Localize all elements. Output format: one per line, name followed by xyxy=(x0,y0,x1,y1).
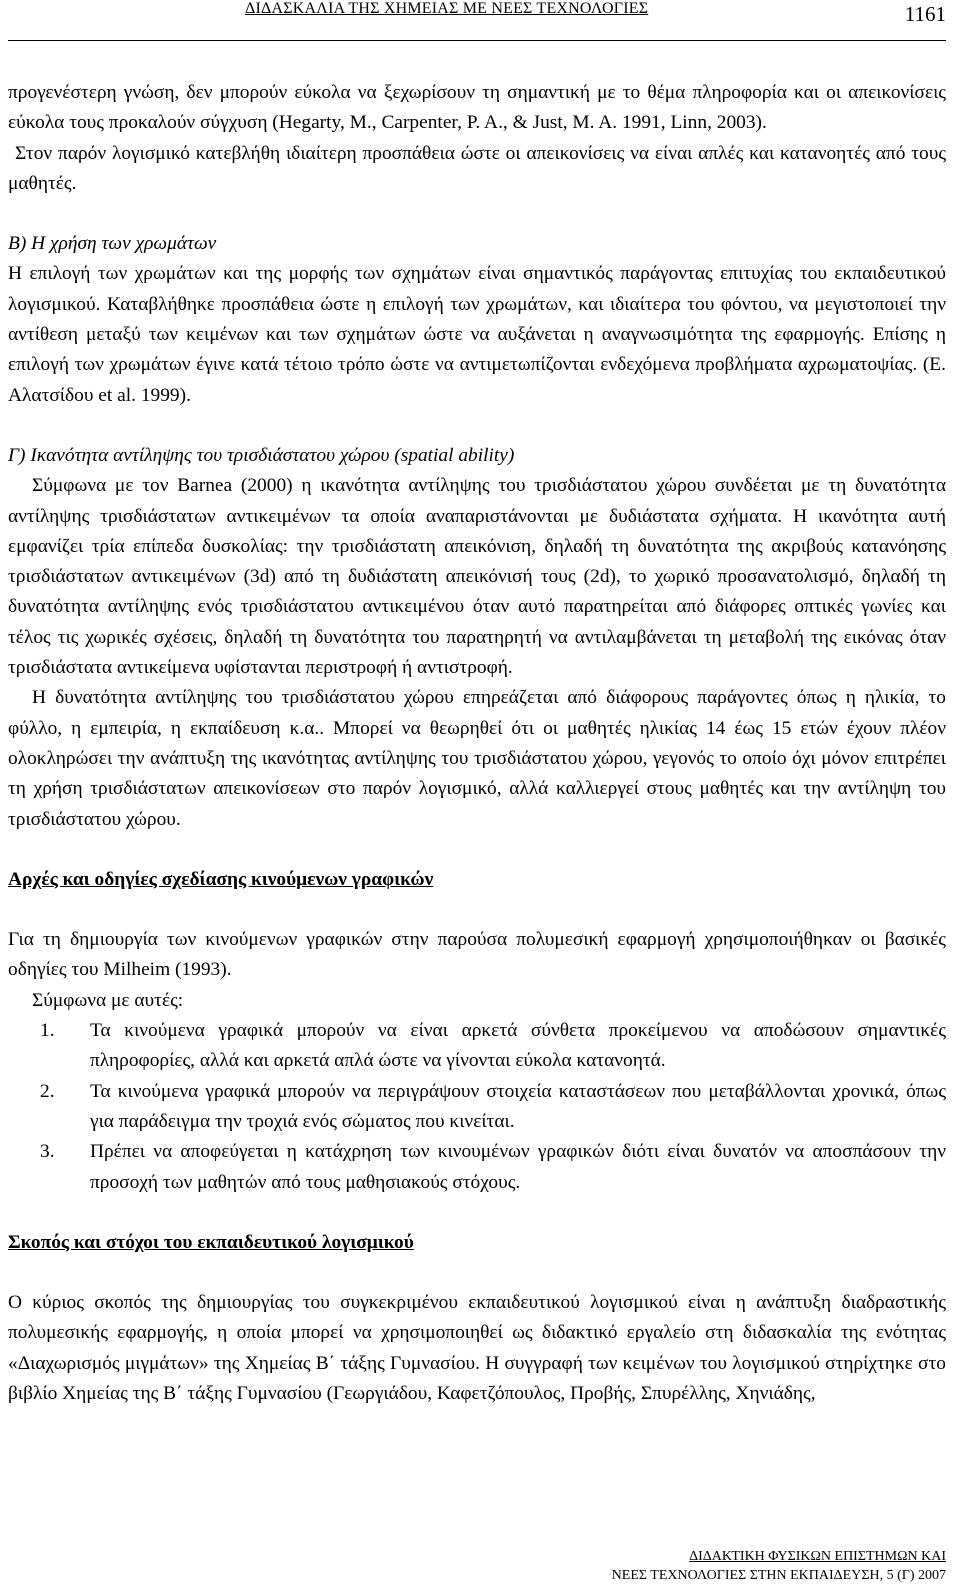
list-item xyxy=(8,1077,946,1138)
paragraph-intro: προγενέστερη γνώση, δεν μπορούν εύκολα να ξεχωρίσουν τη σημαντική με το θέμα πληροφορία και οι απεικονίσεις εύκολα τους προκαλούν σύγχυση (Hegarty, M., Carpenter, P. A., & Just, M. A. 1991, Linn, 2003). xyxy=(8,82,946,134)
paragraph-intro-2: Στον παρόν λογισμικό κατεβλήθη ιδιαίτερη προσπάθεια ώστε οι απεικονίσεις να είναι απλές και κατανοητές από τους μαθητές. xyxy=(8,142,946,194)
footer-line-1: ΔΙΔΑΚΤΙΚΗ ΦΥΣΙΚΩΝ ΕΠΙΣΤΗΜΩΝ ΚΑΙ xyxy=(689,1549,946,1564)
section-heading-purpose: Σκοπός και στόχοι του εκπαιδευτικού λογισμικού xyxy=(8,1231,414,1253)
list-item xyxy=(8,1016,946,1077)
paragraph-colors: Η επιλογή των χρωμάτων και της μορφής των σχημάτων είναι σημαντικός παράγοντας επιτυχίας του εκπαιδευτικού λογισμικού. Καταβλήθηκε προσπάθεια ώστε η επιλογή των χρωμάτων, και ιδιαίτερα του φόντου, να μεγιστοποιεί την αντίθεση μεταξύ των κειμένων και των σχημάτων ώστε να αυξάνεται η αναγνωσιμότητα της εφαρμογής. Επίσης η επιλογή των χρωμάτων έγινε κατά τέτοιο τρόπο ώστε να αντιμετωπίζονται ενδεχόμενα προβλήματα αχρωματοψίας. (Ε. Αλατσίδου et al. 1999). xyxy=(8,263,946,406)
paragraph-according: Σύμφωνα με αυτές: xyxy=(32,989,184,1011)
subheading-c: Γ) Ικανότητα αντίληψης του τρισδιάστατου χώρου (spatial ability) xyxy=(8,444,515,466)
running-header xyxy=(8,0,946,41)
body-text xyxy=(8,78,946,1409)
section-heading-animation: Αρχές και οδηγίες σχεδίασης κινούμενων γραφικών xyxy=(8,868,434,890)
paragraph-purpose: Ο κύριος σκοπός της δημιουργίας του συγκεκριμένου εκπαιδευτικού λογισμικού είναι η ανάπτυξη διαδραστικής πολυμεσικής εφαρμογής, η οποία μπορεί να χρησιμοποιηθεί ως διδακτικό εργαλείο στη διδασκαλία της ενότητας «Διαχωρισμός μιγμάτων» της Χημείας Β΄ τάξης Γυμνασίου. Η συγγραφή των κειμένων του λογισμικού στηρίχτηκε στο βιβλίο Χημείας της Β΄ τάξης Γυμνασίου (Γεωργιάδου, Καφετζόπουλος, Προβής, Σπυρέλλης, Χηνιάδης, xyxy=(8,1292,946,1404)
journal-title: ΔΙΔΑΣΚΑΛΙΑ ΤΗΣ ΧΗΜΕΙΑΣ ΜΕ ΝΕΕΣ ΤΕΧΝΟΛΟΓΙΕΣ xyxy=(245,0,649,17)
list-item-text: Πρέπει να αποφεύγεται η κατάχρηση των κινουμένων γραφικών διότι είναι δυνατόν να αποσπάσουν την προσοχή των μαθητών από τους μαθησιακούς στόχους. xyxy=(90,1141,946,1193)
running-footer xyxy=(612,1547,946,1585)
page-number: 1161 xyxy=(904,2,946,26)
footer-line-2: ΝΕΕΣ ΤΕΧΝΟΛΟΓΙΕΣ ΣΤΗΝ ΕΚΠΑΙΔΕΥΣΗ, 5 (Γ) 2007 xyxy=(611,1568,946,1583)
subheading-b: Β) Η χρήση των χρωμάτων xyxy=(8,233,217,255)
paragraph-animation: Για τη δημιουργία των κινούμενων γραφικών στην παρούσα πολυμεσική εφαρμογή χρησιμοποιήθηκαν οι βασικές οδηγίες του Milheim (1993). xyxy=(8,929,946,981)
document-page xyxy=(8,0,946,1589)
list-item-number: 3. xyxy=(40,1141,55,1163)
guidelines-list xyxy=(8,1016,946,1198)
list-item-number: 2. xyxy=(40,1080,55,1102)
list-item-text: Τα κινούμενα γραφικά μπορούν να είναι αρκετά σύνθετα προκείμενου να αποδώσουν σημαντικές πληροφορίες, αλλά και αρκετά απλά ώστε να γίνονται εύκολα κατανοητά. xyxy=(90,1020,946,1072)
list-item-text: Τα κινούμενα γραφικά μπορούν να περιγράψουν στοιχεία καταστάσεων που μεταβάλλονται χρονικά, όπως για παράδειγμα την τροχιά ενός σώματος που κινείται. xyxy=(90,1080,946,1132)
paragraph-spatial-1: Σύμφωνα με τον Barnea (2000) η ικανότητα αντίληψης του τρισδιάστατου χώρου συνδέεται με τη δυνατότητα αντίληψης τρισδιάστατων αντικειμένων τα οποία αναπαριστάνονται με δυδιάστατα σχήματα. Η ικανότητα αυτή εμφανίζει τρία επίπεδα δυσκολίας: την τρισδιάστατη απεικόνιση, δηλαδή τη δυνατότητα της ακριβούς κατανόησης τρισδιάστατων αντικειμένων (3d) από τη δυδιάστατη απεικόνισή τους (2d), το χωρικό προσανατολισμό, δηλαδή τη δυνατότητα αντίληψης ενός τρισδιάστατου αντικειμένου όταν αυτό παρατηρείται από διάφορες οπτικές γωνίες και τέλος τις χωρικές σχέσεις, δηλαδή τη δυνατότητα του παρατηρητή να αντιλαμβάνεται τη μεταβολή της εικόνας όταν τρισδιάστατα αντικείμενα υφίστανται περιστροφή ή αντιστροφή. xyxy=(8,475,946,679)
list-item-number: 1. xyxy=(40,1020,55,1042)
paragraph-spatial-2: Η δυνατότητα αντίληψης του τρισδιάστατου χώρου επηρεάζεται από διάφορους παράγοντες όπως η ηλικία, το φύλλο, η εμπειρία, η εκπαίδευση κ.α.. Μπορεί να θεωρηθεί ότι οι μαθητές ηλικίας 14 έως 15 ετών έχουν πλέον ολοκληρώσει την ανάπτυξη της ικανότητας αντίληψης του τρισδιάστατου χώρου, γεγονός το οποίο όχι μόνον επιτρέπει τη χρήση τρισδιάστατων απεικονίσεων στο παρόν λογισμικό, αλλά καλλιεργεί στους μαθητές και την αντίληψη του τρισδιάστατου χώρου. xyxy=(8,687,946,830)
list-item xyxy=(8,1137,946,1198)
